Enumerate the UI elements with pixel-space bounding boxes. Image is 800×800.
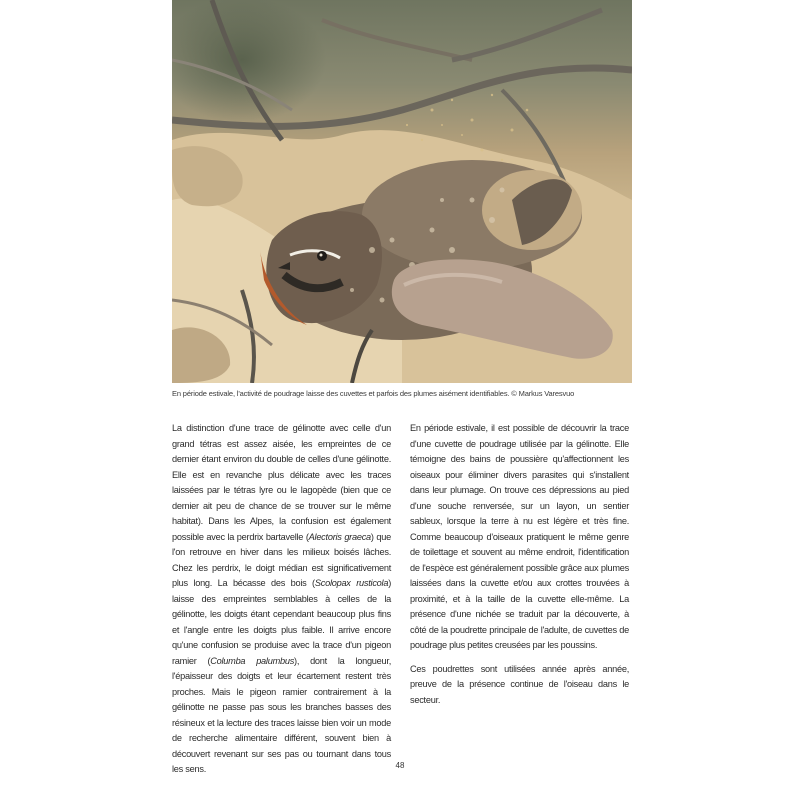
photo-caption: En période estivale, l'activité de poudrage laisse des cuvettes et parfois des plumes aisément identifiables. © Markus Varesvuo xyxy=(172,389,575,398)
paragraph-text: ), dont la longueur, l'épaisseur des doigts et leur écartement restent très proches. Mais le pigeon ramier contrairement à la gélinotte ne passe pas sous les branches basses des résineux et la lecture des traces laisse bien voir un mode de recherche alimentaire différent, souvent bien à découvert revenant sur ses pas ou tournant dans tous les sens. xyxy=(172,655,391,774)
paragraph-text: ) que l'on retrouve en hiver dans les milieux boisés lâches. Chez les perdrix, le doigt médian est significativement plus long. La bécasse des bois ( xyxy=(172,531,391,588)
paragraph-text: La distinction d'une trace de gélinotte avec celle d'un grand tétras est assez aisée, les empreintes de ce dernier étant environ du double de celles d'une gélinotte. Elle est en revanche plus délicate avec les traces laissées par le tétras lyre ou le lagopède (bien que ce dernier ait peu de chance de se trouver sur le même habitat). Dans les Alpes, la confusion est également possible avec la perdrix bartavelle ( xyxy=(172,423,391,542)
paragraph: En période estivale, il est possible de découvrir la trace d'une cuvette de poudrage utilisée par la gélinotte. Elle témoigne des bains de poussière qu'affectionnent les oiseaux pour éliminer divers parasites qui s'installent dans leur plumage. On trouve ces dépressions au pied d'une souche renversée, sur un layon, un sentier sableux, lorsque la terre à nu est légère et très fine. Comme beaucoup d'oiseaux pratiquent le même genre de toilettage et souvent au même endroit, l'identification de l'espèce est généralement possible grâce aux plumes laissées dans la cuvette et/ou aux crottes trouvées à proximité, et à la taille de la cuvette elle-même. La présence d'une nichée se traduit par la découverte, à côté de la poudrette principale de l'adulte, de cuvettes de poudrage plus petites creusées par les poussins. xyxy=(410,423,629,650)
species-name: Columba palumbus xyxy=(210,655,295,666)
page-number: 48 xyxy=(395,761,405,770)
text-column-right xyxy=(410,421,629,716)
photo-illustration xyxy=(172,0,632,383)
hazel-grouse-photo xyxy=(172,0,632,383)
species-name: Alectoris graeca xyxy=(308,531,371,542)
species-name: Scolopax rusticola xyxy=(314,578,389,588)
text-column-left xyxy=(172,421,391,786)
paragraph: Ces poudrettes sont utilisées année après année, preuve de la présence continue de l'oiseau dans le secteur. xyxy=(410,663,629,705)
paragraph xyxy=(172,421,391,778)
paragraph-text: ) laisse des empreintes semblables à celles de la gélinotte, les doigts étant cependant beaucoup plus fins et l'angle entre les doigts plus faible. Il arrive encore qu'une confusion se produise avec la trace d'un pigeon ramier ( xyxy=(172,578,391,666)
